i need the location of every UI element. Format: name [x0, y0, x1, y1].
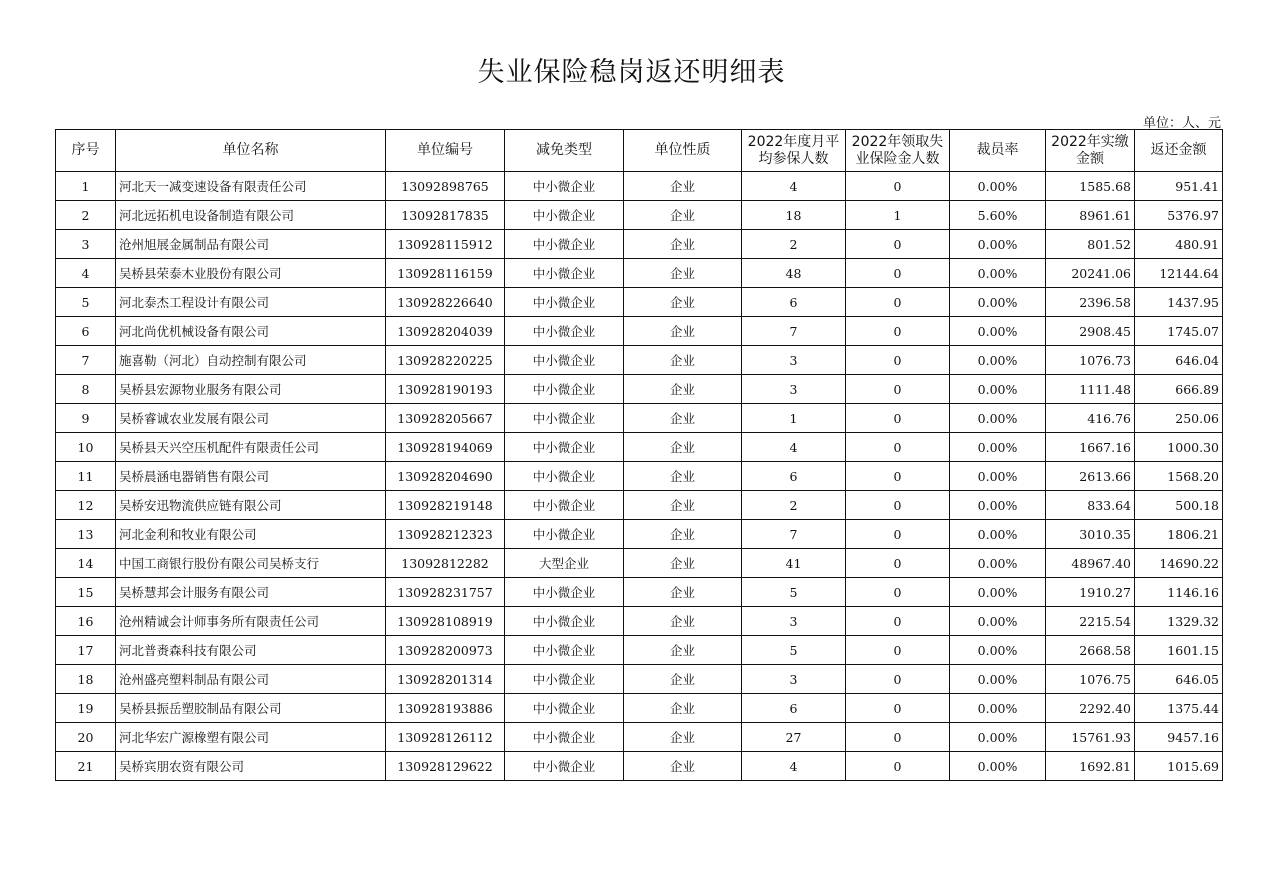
cell-seq: 4	[56, 259, 116, 288]
cell-avg-insured: 3	[742, 375, 846, 404]
cell-refund-amount: 646.05	[1135, 665, 1223, 694]
cell-relief-type: 中小微企业	[505, 201, 624, 230]
table-row	[56, 462, 1223, 491]
cell-company-name: 吴桥县宏源物业服务有限公司	[116, 375, 386, 404]
cell-company-code: 130928116159	[386, 259, 505, 288]
cell-avg-insured: 6	[742, 694, 846, 723]
cell-relief-type: 中小微企业	[505, 404, 624, 433]
cell-avg-insured: 3	[742, 607, 846, 636]
cell-company-nature: 企业	[624, 549, 742, 578]
cell-paid-amount: 1667.16	[1046, 433, 1135, 462]
cell-company-name: 吴桥安迅物流供应链有限公司	[116, 491, 386, 520]
cell-layoff-rate: 0.00%	[950, 375, 1046, 404]
cell-company-nature: 企业	[624, 404, 742, 433]
table-row	[56, 520, 1223, 549]
cell-benefit-recipients: 0	[846, 752, 950, 781]
table-header-row	[56, 130, 1223, 172]
cell-company-nature: 企业	[624, 317, 742, 346]
cell-benefit-recipients: 0	[846, 346, 950, 375]
header-seq: 序号	[56, 130, 116, 172]
cell-layoff-rate: 0.00%	[950, 317, 1046, 346]
cell-avg-insured: 2	[742, 491, 846, 520]
cell-relief-type: 大型企业	[505, 549, 624, 578]
cell-benefit-recipients: 0	[846, 723, 950, 752]
cell-refund-amount: 646.04	[1135, 346, 1223, 375]
cell-company-nature: 企业	[624, 375, 742, 404]
cell-company-code: 130928200973	[386, 636, 505, 665]
table-row	[56, 375, 1223, 404]
cell-company-code: 130928219148	[386, 491, 505, 520]
cell-refund-amount: 9457.16	[1135, 723, 1223, 752]
cell-avg-insured: 3	[742, 665, 846, 694]
cell-refund-amount: 1000.30	[1135, 433, 1223, 462]
cell-avg-insured: 2	[742, 230, 846, 259]
cell-paid-amount: 1585.68	[1046, 172, 1135, 201]
cell-company-code: 130928194069	[386, 433, 505, 462]
cell-paid-amount: 1076.73	[1046, 346, 1135, 375]
refund-detail-table	[55, 129, 1223, 781]
cell-seq: 16	[56, 607, 116, 636]
cell-benefit-recipients: 0	[846, 607, 950, 636]
cell-avg-insured: 27	[742, 723, 846, 752]
cell-relief-type: 中小微企业	[505, 433, 624, 462]
cell-refund-amount: 250.06	[1135, 404, 1223, 433]
table-row	[56, 607, 1223, 636]
table-row	[56, 317, 1223, 346]
cell-company-code: 130928129622	[386, 752, 505, 781]
cell-company-name: 河北远拓机电设备制造有限公司	[116, 201, 386, 230]
cell-paid-amount: 801.52	[1046, 230, 1135, 259]
cell-seq: 6	[56, 317, 116, 346]
cell-benefit-recipients: 0	[846, 578, 950, 607]
table-row	[56, 404, 1223, 433]
cell-avg-insured: 48	[742, 259, 846, 288]
cell-relief-type: 中小微企业	[505, 375, 624, 404]
cell-refund-amount: 1329.32	[1135, 607, 1223, 636]
header-paid-amount: 2022年实缴金额	[1046, 130, 1135, 172]
cell-refund-amount: 1806.21	[1135, 520, 1223, 549]
cell-refund-amount: 500.18	[1135, 491, 1223, 520]
cell-seq: 21	[56, 752, 116, 781]
cell-company-code: 130928126112	[386, 723, 505, 752]
table-row	[56, 172, 1223, 201]
cell-paid-amount: 20241.06	[1046, 259, 1135, 288]
cell-relief-type: 中小微企业	[505, 723, 624, 752]
cell-benefit-recipients: 0	[846, 462, 950, 491]
cell-refund-amount: 1601.15	[1135, 636, 1223, 665]
cell-company-name: 中国工商银行股份有限公司吴桥支行	[116, 549, 386, 578]
cell-company-nature: 企业	[624, 607, 742, 636]
cell-paid-amount: 2908.45	[1046, 317, 1135, 346]
cell-relief-type: 中小微企业	[505, 665, 624, 694]
cell-seq: 7	[56, 346, 116, 375]
table-row	[56, 201, 1223, 230]
cell-company-nature: 企业	[624, 201, 742, 230]
cell-seq: 13	[56, 520, 116, 549]
table-row	[56, 259, 1223, 288]
cell-layoff-rate: 0.00%	[950, 607, 1046, 636]
cell-refund-amount: 12144.64	[1135, 259, 1223, 288]
cell-paid-amount: 15761.93	[1046, 723, 1135, 752]
cell-seq: 19	[56, 694, 116, 723]
header-layoff-rate: 裁员率	[950, 130, 1046, 172]
cell-company-name: 吴桥县振岳塑胶制品有限公司	[116, 694, 386, 723]
cell-company-code: 13092812282	[386, 549, 505, 578]
cell-benefit-recipients: 0	[846, 230, 950, 259]
cell-relief-type: 中小微企业	[505, 607, 624, 636]
cell-layoff-rate: 0.00%	[950, 549, 1046, 578]
cell-avg-insured: 3	[742, 346, 846, 375]
cell-benefit-recipients: 0	[846, 259, 950, 288]
cell-layoff-rate: 0.00%	[950, 520, 1046, 549]
cell-company-nature: 企业	[624, 578, 742, 607]
cell-company-code: 130928204039	[386, 317, 505, 346]
cell-layoff-rate: 0.00%	[950, 433, 1046, 462]
header-benefit-recipients: 2022年领取失业保险金人数	[846, 130, 950, 172]
cell-benefit-recipients: 0	[846, 636, 950, 665]
cell-paid-amount: 1910.27	[1046, 578, 1135, 607]
cell-company-code: 130928205667	[386, 404, 505, 433]
cell-layoff-rate: 0.00%	[950, 665, 1046, 694]
cell-seq: 10	[56, 433, 116, 462]
cell-benefit-recipients: 0	[846, 694, 950, 723]
cell-layoff-rate: 0.00%	[950, 288, 1046, 317]
cell-layoff-rate: 0.00%	[950, 230, 1046, 259]
table-row	[56, 694, 1223, 723]
cell-relief-type: 中小微企业	[505, 288, 624, 317]
cell-company-nature: 企业	[624, 752, 742, 781]
table-row	[56, 636, 1223, 665]
cell-company-name: 河北华宏广源橡塑有限公司	[116, 723, 386, 752]
cell-company-nature: 企业	[624, 259, 742, 288]
cell-paid-amount: 416.76	[1046, 404, 1135, 433]
cell-company-code: 13092898765	[386, 172, 505, 201]
cell-paid-amount: 3010.35	[1046, 520, 1135, 549]
cell-company-nature: 企业	[624, 230, 742, 259]
cell-seq: 15	[56, 578, 116, 607]
cell-seq: 9	[56, 404, 116, 433]
cell-benefit-recipients: 1	[846, 201, 950, 230]
header-type: 减免类型	[505, 130, 624, 172]
cell-paid-amount: 48967.40	[1046, 549, 1135, 578]
cell-company-name: 沧州盛亮塑料制品有限公司	[116, 665, 386, 694]
cell-layoff-rate: 5.60%	[950, 201, 1046, 230]
cell-company-code: 130928220225	[386, 346, 505, 375]
cell-relief-type: 中小微企业	[505, 317, 624, 346]
cell-paid-amount: 2215.54	[1046, 607, 1135, 636]
cell-seq: 2	[56, 201, 116, 230]
cell-company-nature: 企业	[624, 346, 742, 375]
cell-seq: 5	[56, 288, 116, 317]
cell-benefit-recipients: 0	[846, 433, 950, 462]
cell-seq: 14	[56, 549, 116, 578]
cell-company-nature: 企业	[624, 462, 742, 491]
cell-paid-amount: 1692.81	[1046, 752, 1135, 781]
cell-layoff-rate: 0.00%	[950, 752, 1046, 781]
cell-layoff-rate: 0.00%	[950, 346, 1046, 375]
cell-seq: 20	[56, 723, 116, 752]
cell-paid-amount: 2668.58	[1046, 636, 1135, 665]
table-row	[56, 549, 1223, 578]
cell-company-nature: 企业	[624, 520, 742, 549]
cell-company-name: 施喜勒（河北）自动控制有限公司	[116, 346, 386, 375]
cell-layoff-rate: 0.00%	[950, 694, 1046, 723]
cell-company-name: 沧州旭展金属制品有限公司	[116, 230, 386, 259]
cell-company-nature: 企业	[624, 665, 742, 694]
cell-avg-insured: 4	[742, 172, 846, 201]
cell-layoff-rate: 0.00%	[950, 404, 1046, 433]
cell-avg-insured: 41	[742, 549, 846, 578]
cell-refund-amount: 1568.20	[1135, 462, 1223, 491]
cell-relief-type: 中小微企业	[505, 346, 624, 375]
cell-refund-amount: 1146.16	[1135, 578, 1223, 607]
cell-company-name: 河北普赉森科技有限公司	[116, 636, 386, 665]
cell-refund-amount: 666.89	[1135, 375, 1223, 404]
cell-company-code: 130928190193	[386, 375, 505, 404]
cell-benefit-recipients: 0	[846, 375, 950, 404]
cell-company-nature: 企业	[624, 694, 742, 723]
cell-company-code: 130928226640	[386, 288, 505, 317]
page-title: 失业保险稳岗返还明细表	[477, 57, 786, 88]
header-avg-insured: 2022年度月平均参保人数	[742, 130, 846, 172]
header-refund-amount: 返还金额	[1135, 130, 1223, 172]
cell-paid-amount: 8961.61	[1046, 201, 1135, 230]
cell-layoff-rate: 0.00%	[950, 491, 1046, 520]
cell-avg-insured: 7	[742, 317, 846, 346]
cell-seq: 18	[56, 665, 116, 694]
cell-company-code: 130928201314	[386, 665, 505, 694]
cell-relief-type: 中小微企业	[505, 636, 624, 665]
cell-company-name: 吴桥宾朋农资有限公司	[116, 752, 386, 781]
cell-avg-insured: 18	[742, 201, 846, 230]
cell-company-code: 130928212323	[386, 520, 505, 549]
cell-company-code: 130928115912	[386, 230, 505, 259]
header-nature: 单位性质	[624, 130, 742, 172]
cell-avg-insured: 5	[742, 636, 846, 665]
cell-paid-amount: 2396.58	[1046, 288, 1135, 317]
table-row	[56, 752, 1223, 781]
table-row	[56, 723, 1223, 752]
cell-benefit-recipients: 0	[846, 288, 950, 317]
cell-refund-amount: 1015.69	[1135, 752, 1223, 781]
cell-company-nature: 企业	[624, 723, 742, 752]
cell-company-nature: 企业	[624, 491, 742, 520]
cell-seq: 1	[56, 172, 116, 201]
cell-relief-type: 中小微企业	[505, 520, 624, 549]
cell-avg-insured: 4	[742, 433, 846, 462]
cell-relief-type: 中小微企业	[505, 491, 624, 520]
cell-paid-amount: 1076.75	[1046, 665, 1135, 694]
cell-seq: 3	[56, 230, 116, 259]
cell-company-name: 吴桥县荣泰木业股份有限公司	[116, 259, 386, 288]
cell-relief-type: 中小微企业	[505, 578, 624, 607]
cell-company-name: 吴桥睿诚农业发展有限公司	[116, 404, 386, 433]
cell-layoff-rate: 0.00%	[950, 636, 1046, 665]
table-row	[56, 433, 1223, 462]
cell-benefit-recipients: 0	[846, 520, 950, 549]
cell-benefit-recipients: 0	[846, 317, 950, 346]
cell-paid-amount: 1111.48	[1046, 375, 1135, 404]
cell-relief-type: 中小微企业	[505, 230, 624, 259]
cell-refund-amount: 951.41	[1135, 172, 1223, 201]
cell-avg-insured: 7	[742, 520, 846, 549]
cell-avg-insured: 4	[742, 752, 846, 781]
cell-refund-amount: 1437.95	[1135, 288, 1223, 317]
cell-refund-amount: 14690.22	[1135, 549, 1223, 578]
table-row	[56, 346, 1223, 375]
cell-relief-type: 中小微企业	[505, 462, 624, 491]
header-name: 单位名称	[116, 130, 386, 172]
cell-benefit-recipients: 0	[846, 665, 950, 694]
cell-benefit-recipients: 0	[846, 491, 950, 520]
cell-seq: 17	[56, 636, 116, 665]
cell-company-name: 吴桥晨涵电器销售有限公司	[116, 462, 386, 491]
cell-avg-insured: 1	[742, 404, 846, 433]
cell-relief-type: 中小微企业	[505, 172, 624, 201]
cell-layoff-rate: 0.00%	[950, 172, 1046, 201]
cell-company-code: 130928204690	[386, 462, 505, 491]
cell-refund-amount: 480.91	[1135, 230, 1223, 259]
cell-benefit-recipients: 0	[846, 549, 950, 578]
cell-paid-amount: 2613.66	[1046, 462, 1135, 491]
cell-benefit-recipients: 0	[846, 404, 950, 433]
cell-seq: 11	[56, 462, 116, 491]
cell-company-name: 沧州精诚会计师事务所有限责任公司	[116, 607, 386, 636]
unit-label: 单位：人、元	[1142, 116, 1221, 131]
cell-company-nature: 企业	[624, 288, 742, 317]
cell-company-name: 河北金利和牧业有限公司	[116, 520, 386, 549]
cell-company-name: 吴桥县天兴空压机配件有限责任公司	[116, 433, 386, 462]
cell-company-name: 河北尚优机械设备有限公司	[116, 317, 386, 346]
cell-company-name: 吴桥慧邦会计服务有限公司	[116, 578, 386, 607]
cell-company-nature: 企业	[624, 636, 742, 665]
header-code: 单位编号	[386, 130, 505, 172]
cell-benefit-recipients: 0	[846, 172, 950, 201]
cell-seq: 12	[56, 491, 116, 520]
cell-paid-amount: 2292.40	[1046, 694, 1135, 723]
cell-company-name: 河北天一减变速设备有限责任公司	[116, 172, 386, 201]
cell-avg-insured: 6	[742, 288, 846, 317]
cell-company-nature: 企业	[624, 433, 742, 462]
table-row	[56, 230, 1223, 259]
cell-company-code: 130928231757	[386, 578, 505, 607]
table-row	[56, 288, 1223, 317]
cell-company-code: 130928108919	[386, 607, 505, 636]
cell-refund-amount: 1745.07	[1135, 317, 1223, 346]
cell-relief-type: 中小微企业	[505, 752, 624, 781]
cell-company-code: 13092817835	[386, 201, 505, 230]
cell-layoff-rate: 0.00%	[950, 723, 1046, 752]
cell-company-code: 130928193886	[386, 694, 505, 723]
cell-company-nature: 企业	[624, 172, 742, 201]
cell-relief-type: 中小微企业	[505, 259, 624, 288]
cell-seq: 8	[56, 375, 116, 404]
cell-company-name: 河北泰杰工程设计有限公司	[116, 288, 386, 317]
table-body	[56, 172, 1223, 781]
table-row	[56, 665, 1223, 694]
cell-layoff-rate: 0.00%	[950, 462, 1046, 491]
table-row	[56, 491, 1223, 520]
cell-relief-type: 中小微企业	[505, 694, 624, 723]
table-row	[56, 578, 1223, 607]
cell-avg-insured: 5	[742, 578, 846, 607]
cell-avg-insured: 6	[742, 462, 846, 491]
cell-layoff-rate: 0.00%	[950, 259, 1046, 288]
cell-paid-amount: 833.64	[1046, 491, 1135, 520]
cell-layoff-rate: 0.00%	[950, 578, 1046, 607]
cell-refund-amount: 5376.97	[1135, 201, 1223, 230]
cell-refund-amount: 1375.44	[1135, 694, 1223, 723]
